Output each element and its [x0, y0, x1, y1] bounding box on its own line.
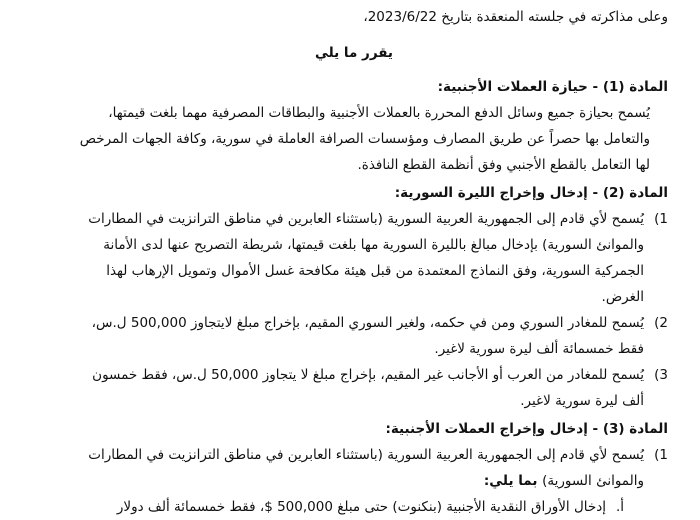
item-line: الغرض. [601, 289, 644, 305]
article-1-paragraph [40, 100, 650, 178]
item-body [40, 206, 646, 310]
decision-title: يقرر ما يلي [314, 45, 394, 61]
item-body [40, 310, 646, 362]
article-2-item-3 [40, 362, 668, 414]
article-2-heading: المادة (2) - إدخال وإخراج الليرة السورية: [394, 185, 668, 201]
item-line: يُسمح لأي قادم إلى الجمهورية العربية السورية (باستثناء العابرين في مناطق الترانزيت في المطارات [88, 211, 644, 227]
item-line: يُسمح للمغادر السوري ومن في حكمه، ولغير السوري المقيم، بإخراج مبلغ لايتجاوز 500,000 ل.س، [91, 315, 644, 331]
intro-line: وعلى مذاكرته في جلسته المنعقدة بتاريخ 2023/6/22، [363, 9, 668, 25]
subitem-line: إدخال الأوراق النقدية الأجنبية (بنكنوت) حتى مبلغ 500,000 $، فقط خمسمائة ألف دولار [116, 499, 606, 515]
item-line: يُسمح للمغادر من العرب أو الأجانب غير المقيم، بإخراج مبلغ لا يتجاوز 50,000 ل.س، فقط خمسون [92, 367, 644, 383]
article-1-line: يُسمح بحيازة جميع وسائل الدفع المحررة بالعملات الأجنبية والبطاقات المصرفية مهما بلغت قيمتها، [108, 105, 650, 121]
article-1-heading: المادة (1) - حيازة العملات الأجنبية: [437, 79, 668, 95]
item-line: يُسمح لأي قادم إلى الجمهورية العربية السورية (باستثناء العابرين في مناطق الترانزيت في المطارات [88, 447, 644, 463]
article-3-subitem-a [40, 494, 624, 520]
item-line-bold-text: بما يلي: [483, 473, 543, 489]
item-line-text: والموانئ السورية) [542, 473, 644, 489]
article-2-item-1 [40, 206, 668, 310]
item-number: 1) [654, 447, 668, 463]
item-body [40, 362, 646, 414]
article-1-line: لها التعامل بالقطع الأجنبي وفق أنظمة القطع النافذة. [357, 157, 650, 173]
article-1-line: والتعامل بها حصراً عن طريق المصارف ومؤسسات الصرافة العاملة في سورية، وكافة الجهات المرخص [79, 131, 650, 147]
item-line: والموانئ السورية) بإدخال مبالغ بالليرة السورية مها بلغت قيمتها، شريطة التصريح عنها لدى الأمانة [103, 237, 644, 253]
item-line: فقط خمسمائة ألف ليرة سورية لاغير. [434, 341, 644, 357]
item-number: 1) [654, 211, 668, 227]
item-line: الجمركية السورية، وفق النماذج المعتمدة من قبل هيئة مكافحة غسل الأموال وتمويل الإرهاب لهذا [106, 263, 644, 279]
article-3-heading: المادة (3) - إدخال وإخراج العملات الأجنبية: [385, 421, 668, 437]
article-3-item-1 [40, 442, 668, 494]
subitem-mark: أ. [615, 499, 624, 515]
article-2-item-2 [40, 310, 668, 362]
item-number: 2) [654, 315, 668, 331]
item-line: ألف ليرة سورية لاغير. [520, 393, 644, 409]
item-body [40, 442, 646, 494]
item-line [40, 468, 644, 494]
item-number: 3) [654, 367, 668, 383]
